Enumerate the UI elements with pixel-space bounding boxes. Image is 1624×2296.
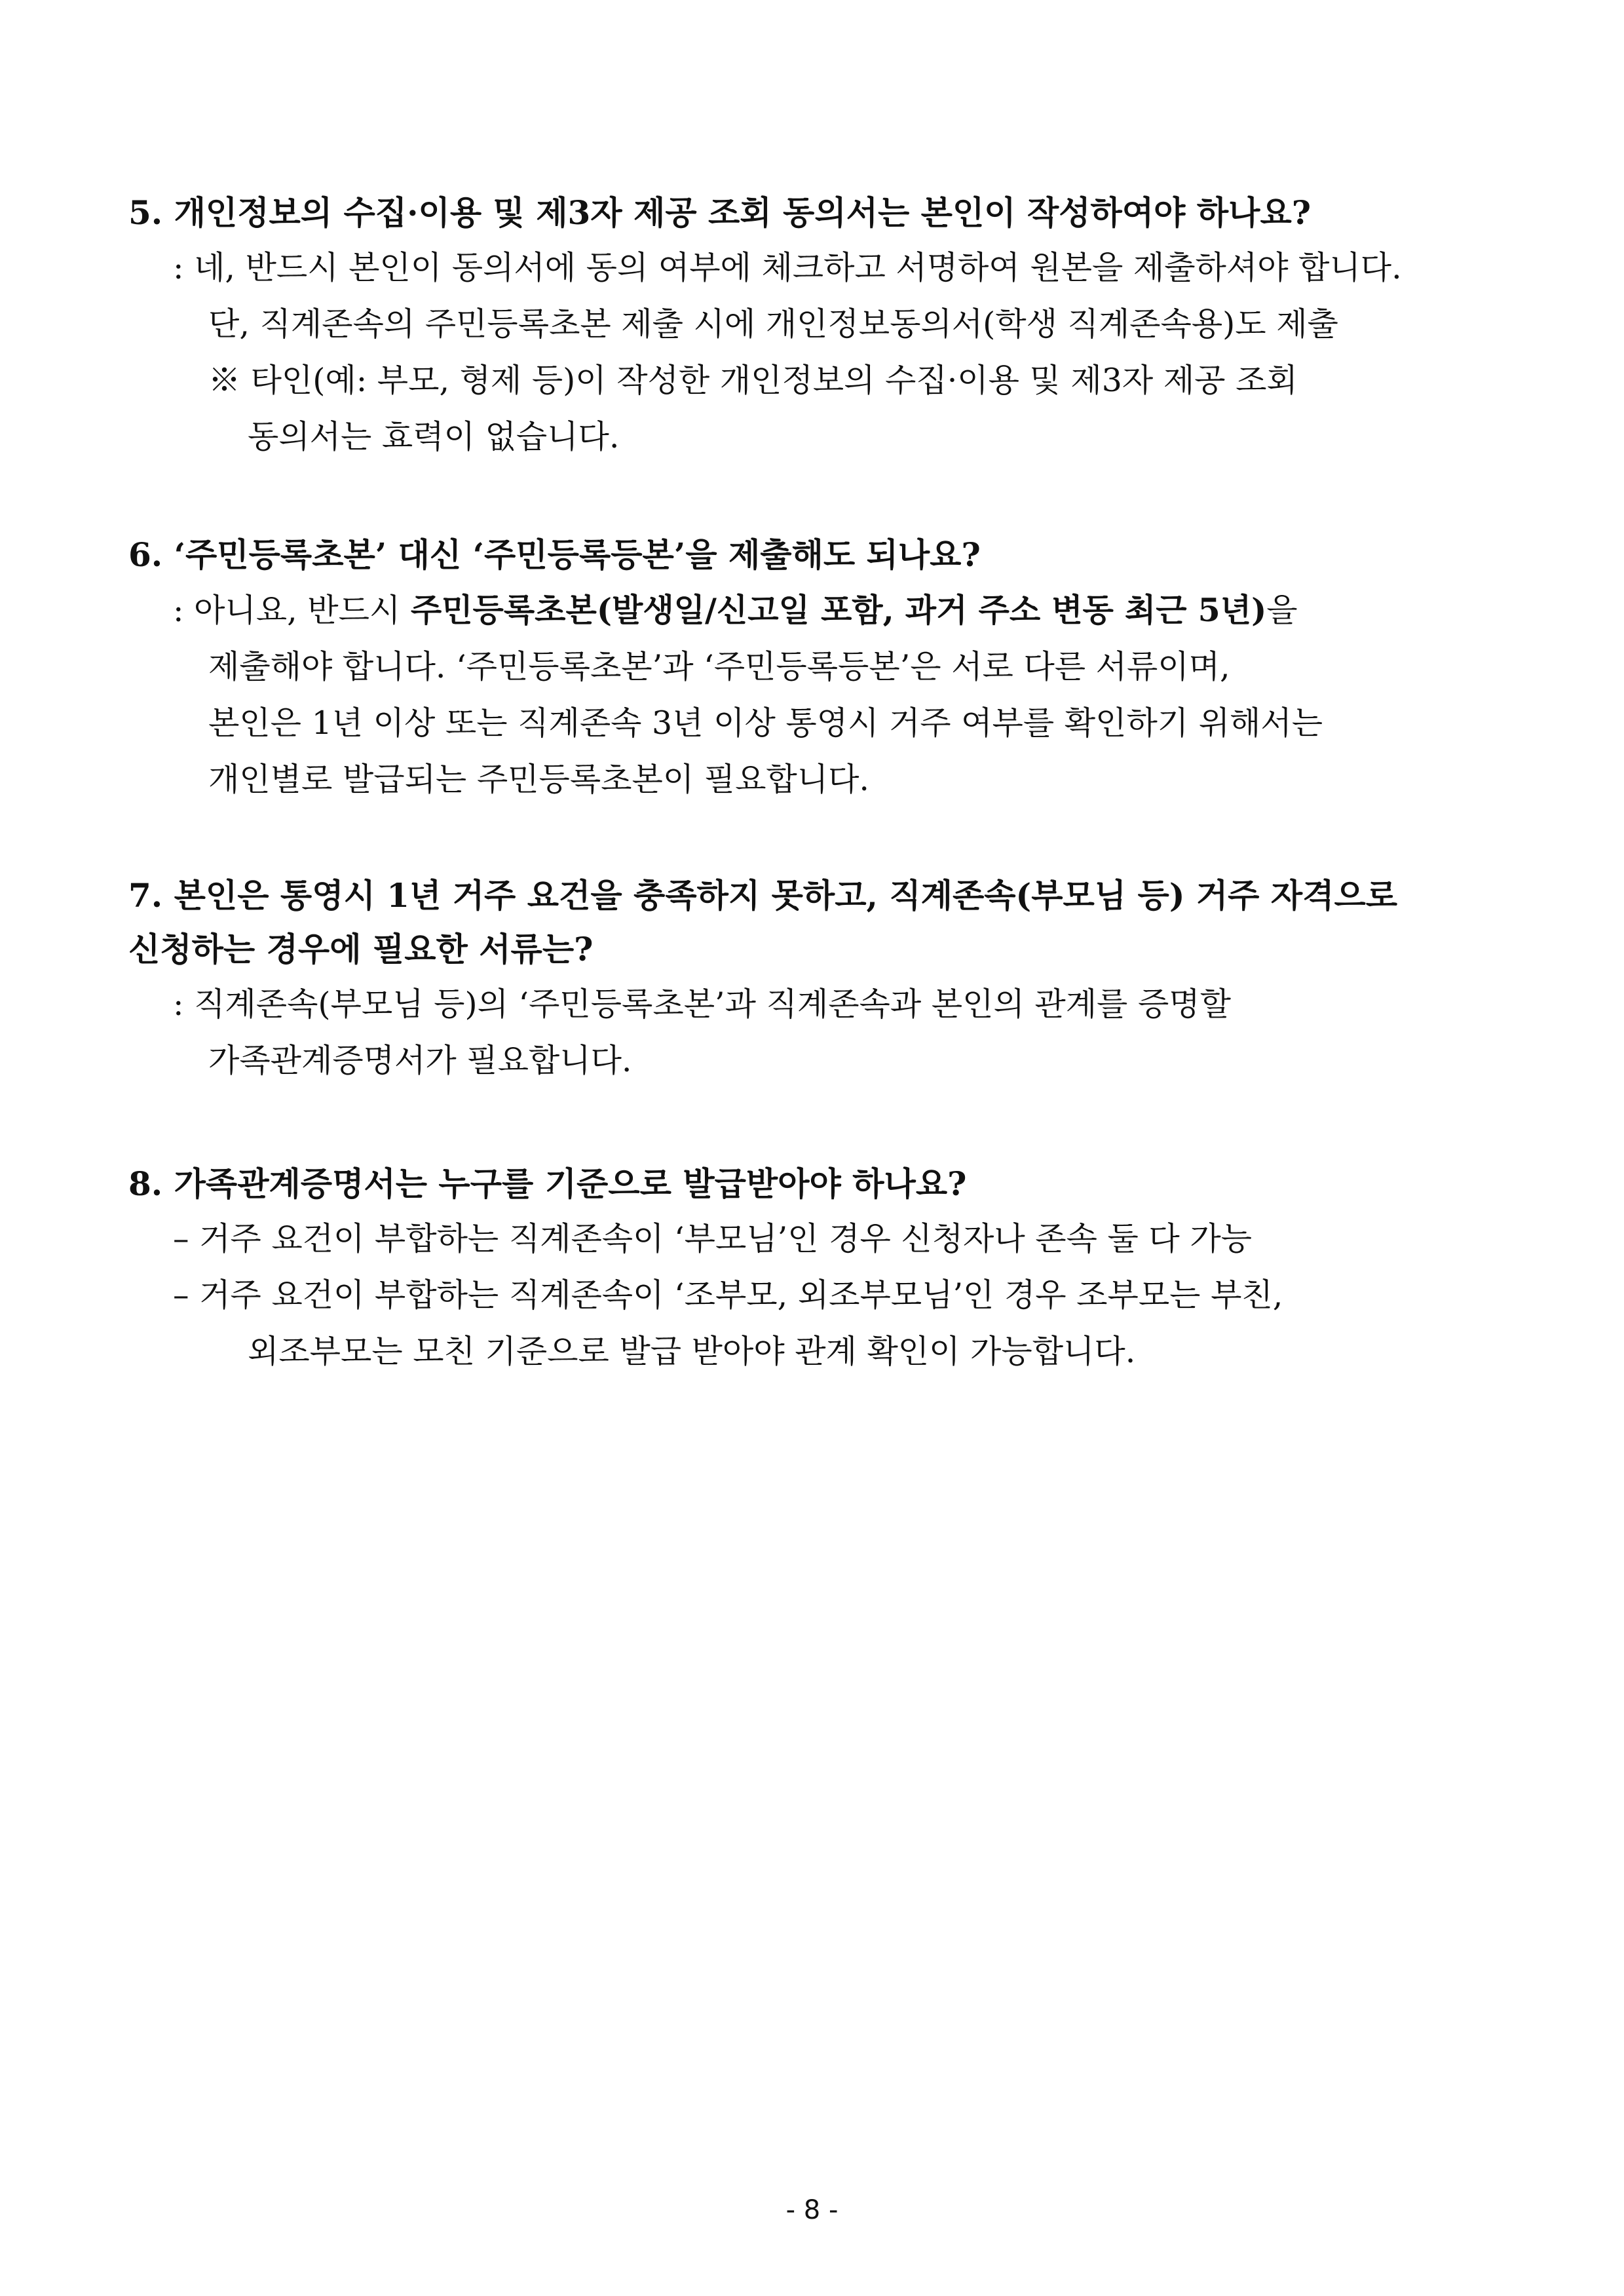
faq-item-7 (128, 869, 1498, 1089)
faq-answer-5-note: ※ 타인(예: 부모, 형제 등)이 작성한 개인정보의 수집·이용 및 제3자 제공 조회 (208, 362, 1298, 399)
faq-answer-6-line-4: 개인별로 발급되는 주민등록초본이 필요합니다. (208, 761, 869, 798)
faq-answer-6-suffix: 을 (1266, 592, 1298, 629)
faq-answer-8-bullet-1: – 거주 요건이 부합하는 직계존속이 ‘부모님’인 경우 신청자나 존속 둘 다 가능 (173, 1220, 1253, 1257)
faq-question-7-line-2: 신청하는 경우에 필요한 서류는? (128, 930, 594, 968)
faq-question-6: 6. ‘주민등록초본’ 대신 ‘주민등록등본’을 제출해도 되나요? (128, 535, 981, 574)
faq-answer-6-line-3: 본인은 1년 이상 또는 직계존속 3년 이상 통영시 거주 여부를 확인하기 위해서는 (208, 704, 1323, 742)
faq-answer-6-line-1 (128, 582, 1498, 639)
faq-item-6 (128, 528, 1498, 808)
faq-answer-5-line-2: 단, 직계존속의 주민등록초본 제출 시에 개인정보동의서(학생 직계존속용)도 제출 (208, 305, 1338, 343)
faq-question-5: 5. 개인정보의 수집·이용 및 제3자 제공 조회 동의서는 본인이 작성하여야 하나요? (128, 193, 1312, 232)
faq-answer-8-bullet-2-cont: 외조부모는 모친 기준으로 발급 받아야 관계 확인이 가능합니다. (248, 1333, 1136, 1370)
faq-answer-6-line-2: 제출해야 합니다. ‘주민등록초본’과 ‘주민등록등본’은 서로 다른 서류이며, (208, 648, 1230, 685)
faq-question-7-line-1: 7. 본인은 통영시 1년 거주 요건을 충족하지 못하고, 직계존속(부모님 등) 거주 자격으로 (128, 876, 1398, 915)
faq-question-8: 8. 가족관계증명서는 누구를 기준으로 발급받아야 하나요? (128, 1164, 967, 1203)
faq-answer-5-line-1: : 네, 반드시 본인이 동의서에 동의 여부에 체크하고 서명하여 원본을 제출하셔야 합니다. (173, 249, 1402, 286)
faq-answer-5-note-cont: 동의서는 효력이 없습니다. (248, 418, 620, 455)
faq-answer-6-bold: 주민등록초본(발생일/신고일 포함, 과거 주소 변동 최근 5년) (410, 591, 1267, 629)
faq-answer-8-bullet-2: – 거주 요건이 부합하는 직계존속이 ‘조부모, 외조부모님’인 경우 조부모는 부친, (173, 1276, 1283, 1314)
faq-answer-7-line-1: : 직계존속(부모님 등)의 ‘주민등록초본’과 직계존속과 본인의 관계를 증명할 (173, 985, 1231, 1023)
faq-answer-6-prefix: : 아니요, 반드시 (173, 592, 411, 629)
faq-answer-7-line-2: 가족관계증명서가 필요합니다. (208, 1042, 632, 1079)
page-number: - 8 - (785, 2195, 839, 2225)
faq-item-8 (128, 1157, 1498, 1380)
faq-item-5 (128, 186, 1498, 465)
